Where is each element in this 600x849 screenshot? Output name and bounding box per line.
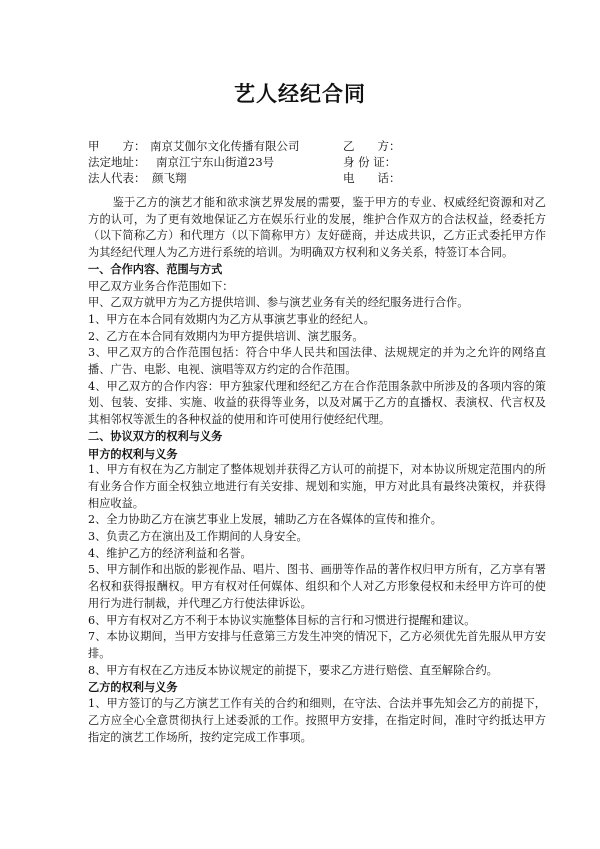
party-b-rights-heading: 乙方的权利与义务 [88, 680, 178, 695]
party-a-rights-heading: 甲方的权利与义务 [88, 446, 178, 461]
party-a-address: 南京江宁东山街道23号 [156, 155, 275, 169]
section1-line: 2、乙方在本合同有效期内为甲方提供培训、演艺服务。 [88, 329, 364, 343]
document-title: 艺人经纪合同 [234, 82, 366, 106]
section1-line: 甲乙双方业务合作范围如下： [88, 279, 234, 293]
section1-line: 3、甲乙双方的合作范围包括：符合中华人民共和国法律、法规规定的并为之允许的网络直播、广告、电影、电视、演唱等双方约定的合作范围。 [88, 346, 546, 377]
section1-line: 甲、乙双方就甲方为乙方提供培训、参与演艺业务有关的经纪服务进行合作。 [88, 296, 469, 310]
party-a-clause: 3、负责乙方在演出及工作期间的人身安全。 [88, 530, 308, 544]
party-b-phone-label: 电 话： [343, 171, 401, 185]
section1-line: 1、甲方在本合同有效期内为乙方从事演艺事业的经纪人。 [88, 312, 375, 326]
party-a-rep-label: 法人代表： [88, 171, 146, 185]
party-a-label: 甲 方： [88, 139, 146, 153]
section2-heading: 二、协议双方的权利与义务 [88, 429, 223, 443]
party-b-label: 乙 方： [343, 139, 401, 153]
party-a-clause: 2、全力协助乙方在演艺事业上发展，辅助乙方在各媒体的宣传和推介。 [88, 513, 442, 527]
party-b-id-label: 身 份 证： [343, 155, 397, 169]
party-a-clause: 6、甲方有权对乙方不利于本协议实施整体目标的言行和习惯进行提醒和建议。 [88, 613, 476, 627]
preamble: 鉴于乙方的演艺才能和欲求演艺界发展的需要，鉴于甲方的专业、权威经纪资源和对乙方的认可，为了更有效地保证乙方在娱乐行业的发展，维护合作双方的合法权益，经委托方（以下简称乙方）和代理方（以下简称甲方）友好磋商，并达成共识，乙方正式委托甲方作为其经纪代理人为乙方进行系统的培训。为明确双方权利和义务关系，特签订本合同。 [88, 196, 546, 260]
section1-line: 4、甲乙双方的合作内容：甲方独家代理和经纪乙方在合作范围条款中所涉及的各项内容的策划、包装、安排、实施、收益的获得等业务，以及对属于乙方的直播权、表演权、代言权及其相邻权等派生的各种权益的使用和许可使用行使经纪代理。 [88, 379, 546, 427]
contract-body [88, 195, 546, 746]
section1-heading: 一、合作内容、范围与方式 [88, 262, 223, 276]
party-a-clause: 5、甲方制作和出版的影视作品、唱片、图书、画册等作品的著作权归甲方所有，乙方享有署名权和获得报酬权。甲方有权对任何媒体、组织和个人对乙方形象侵权和未经甲方许可的使用行为进行制裁，并代理乙方行使法律诉讼。 [88, 563, 546, 610]
party-a-address-label: 法定地址： [88, 155, 146, 169]
party-a-clause: 4、维护乙方的经济利益和名誉。 [88, 546, 252, 560]
party-a-clause: 1、甲方有权在为乙方制定了整体规划并获得乙方认可的前提下，对本协议所规定范围内的所有业务合作方面全权独立地进行有关安排、规划和实施，甲方对此具有最终决策权，并获得相应收益。 [88, 463, 546, 510]
party-a-name: 南京艾伽尔文化传播有限公司 [150, 139, 300, 153]
party-a-clause: 8、甲方有权在乙方违反本协议规定的前提下，要求乙方进行赔偿、直至解除合约。 [88, 663, 498, 677]
party-a-rep: 颜飞翔 [152, 171, 187, 185]
party-b-clause: 1、甲方签订的与乙方演艺工作有关的合约和细则，在守法、合法并事先知会乙方的前提下，乙方应全心全意贯彻执行上述委派的工作。按照甲方安排，在指定时间，准时守约抵达甲方指定的演艺工作场所，按约定完成工作事项。 [88, 697, 546, 744]
party-a-clause: 7、本协议期间，当甲方安排与任意第三方发生冲突的情况下，乙方必须优先首先服从甲方安排。 [88, 630, 546, 660]
